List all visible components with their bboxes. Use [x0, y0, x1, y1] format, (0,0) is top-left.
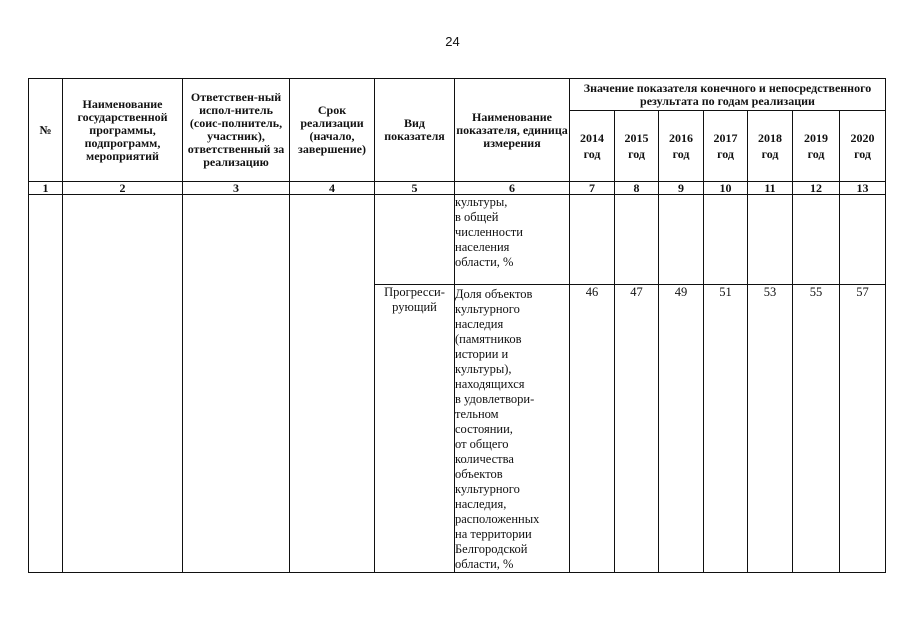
- header-year-2014: [570, 111, 615, 182]
- header-year-2019: [793, 111, 840, 182]
- value-cell: [704, 195, 748, 285]
- column-number: 2: [63, 182, 183, 195]
- indicator-line: культуры,: [455, 195, 508, 209]
- year-unit: год: [761, 147, 779, 161]
- column-number: 12: [793, 182, 840, 195]
- value-cell: 51: [704, 285, 748, 573]
- value-cell: 47: [615, 285, 659, 573]
- value-cell: [570, 195, 615, 285]
- indicator-line: состоянии,: [455, 422, 513, 436]
- value-cell: 57: [840, 285, 886, 573]
- period-cell: [290, 195, 375, 573]
- indicator-type-line: Прогресси-: [384, 285, 445, 299]
- header-indicator-name: Наименование показателя, единица измерения: [455, 79, 570, 182]
- indicator-line: в общей: [455, 210, 499, 224]
- column-number: 9: [659, 182, 704, 195]
- header-period: Срок реализации (начало, завершение): [290, 79, 375, 182]
- indicators-table: [28, 78, 886, 573]
- year-label: 2018: [758, 131, 782, 145]
- indicator-line: численности: [455, 225, 523, 239]
- page-number: 24: [445, 34, 460, 49]
- header-year-2016: [659, 111, 704, 182]
- indicator-type-line: рующий: [392, 300, 437, 314]
- column-number-row: [29, 182, 886, 195]
- indicator-line: истории и: [455, 347, 509, 361]
- indicator-line: культурного: [455, 302, 520, 316]
- year-label: 2020: [850, 131, 875, 145]
- year-label: 2017: [713, 131, 738, 145]
- header-number: №: [29, 79, 63, 182]
- header-year-2015: [615, 111, 659, 182]
- column-number: 6: [455, 182, 570, 195]
- column-number: 7: [570, 182, 615, 195]
- value-cell: 46: [570, 285, 615, 573]
- year-label: 2015: [624, 131, 649, 145]
- indicator-line: на территории: [455, 527, 532, 541]
- value-cell: [659, 195, 704, 285]
- year-label: 2016: [669, 131, 693, 145]
- column-number: 4: [290, 182, 375, 195]
- indicator-line: культуры),: [455, 362, 512, 376]
- value-cell: [748, 195, 793, 285]
- value-cell: 49: [659, 285, 704, 573]
- indicator-type-cell: [375, 285, 455, 573]
- header-year-2017: [704, 111, 748, 182]
- column-number: 1: [29, 182, 63, 195]
- year-unit: год: [854, 147, 871, 161]
- value-cell: 55: [793, 285, 840, 573]
- program-cell: [63, 195, 183, 573]
- indicator-name-cell: [455, 195, 570, 285]
- number-cell: [29, 195, 63, 573]
- header-program: Наименование государственной программы, подпрограмм, мероприятий: [63, 79, 183, 182]
- year-unit: год: [807, 147, 825, 161]
- column-number: 5: [375, 182, 455, 195]
- year-label: 2014: [580, 131, 604, 145]
- column-number: 13: [840, 182, 886, 195]
- year-unit: год: [717, 147, 734, 161]
- indicator-line: (памятников: [455, 332, 522, 346]
- header-responsible: Ответствен-ный испол-нитель (соис-полнитель, участник), ответственный за реализацию: [183, 79, 290, 182]
- indicator-line: находящихся: [455, 377, 525, 391]
- header-indicator-type: Вид показателя: [375, 79, 455, 182]
- value-cell: 53: [748, 285, 793, 573]
- indicator-line: населения: [455, 240, 510, 254]
- indicator-line: культурного: [455, 482, 520, 496]
- table-row: [29, 195, 886, 285]
- indicator-line: наследия,: [455, 497, 507, 511]
- value-cell: [840, 195, 886, 285]
- indicator-line: объектов: [455, 467, 503, 481]
- column-number: 10: [704, 182, 748, 195]
- indicator-line: расположенных: [455, 512, 540, 526]
- year-label: 2019: [804, 131, 828, 145]
- indicator-line: Доля объектов: [455, 287, 533, 301]
- header-year-2018: [748, 111, 793, 182]
- indicator-line: Белгородской: [455, 542, 528, 556]
- column-number: 11: [748, 182, 793, 195]
- column-number: 3: [183, 182, 290, 195]
- header-year-2020: [840, 111, 886, 182]
- year-unit: год: [583, 147, 601, 161]
- responsible-cell: [183, 195, 290, 573]
- indicator-line: области, %: [455, 255, 514, 269]
- year-unit: год: [628, 147, 645, 161]
- indicator-line: тельном: [455, 407, 499, 421]
- indicator-line: области, %: [455, 557, 514, 571]
- year-unit: год: [672, 147, 690, 161]
- indicator-line: наследия: [455, 317, 504, 331]
- column-number: 8: [615, 182, 659, 195]
- indicator-line: количества: [455, 452, 514, 466]
- value-cell: [615, 195, 659, 285]
- indicator-type-cell: [375, 195, 455, 285]
- header-values-group: Значение показателя конечного и непосредственного результата по годам реализации: [570, 79, 886, 111]
- indicator-line: от общего: [455, 437, 509, 451]
- value-cell: [793, 195, 840, 285]
- indicator-line: в удовлетвори-: [455, 392, 535, 406]
- indicator-name-cell: [455, 285, 570, 573]
